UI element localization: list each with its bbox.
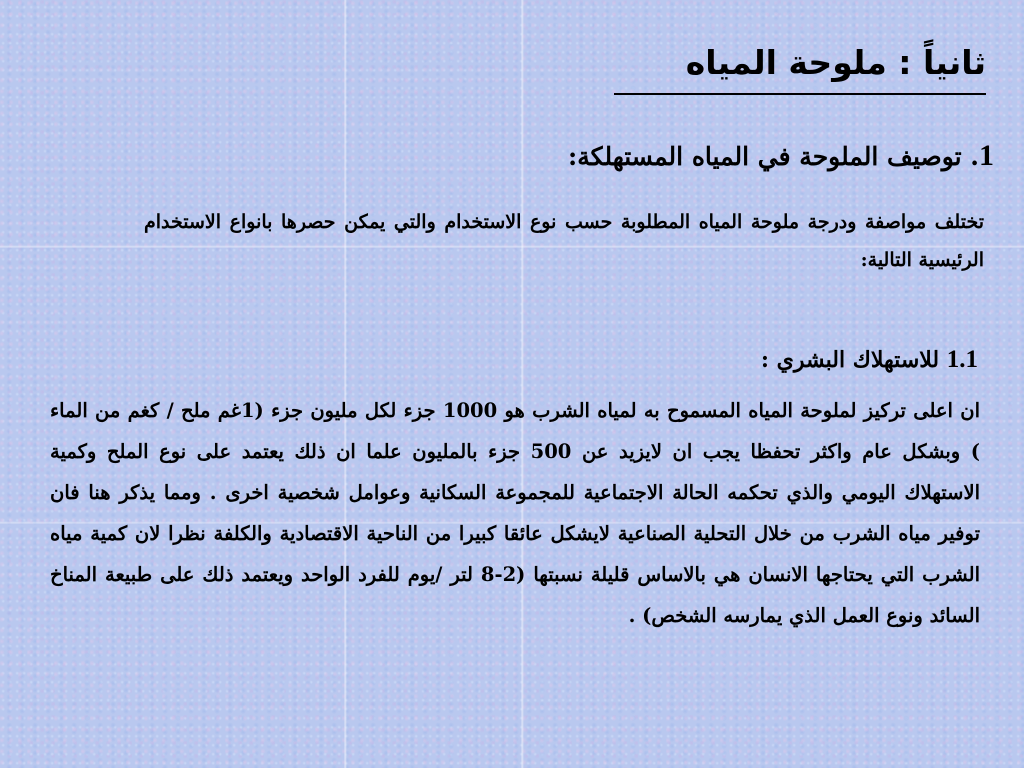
section-heading [568, 134, 994, 179]
subsection-number: 1.1 [946, 346, 978, 373]
intro-paragraph: تختلف مواصفة ودرجة ملوحة المياه المطلوبة حسب نوع الاستخدام والتي يمكن حصرها بانواع الاستخدام الرئيسية التالية: [144, 211, 984, 271]
section-number: 1 [979, 139, 994, 172]
body-paragraph [50, 390, 980, 636]
section-heading-text: . توصيف الملوحة في المياه المستهلكة: [568, 142, 979, 171]
slide-title: ثانياً : ملوحة المياه [685, 43, 986, 82]
title-underline [614, 93, 986, 95]
subsection-heading-text: للاستهلاك البشري : [760, 347, 947, 373]
subsection-heading [761, 340, 978, 380]
body-text: ان اعلى تركيز لملوحة المياه المسموح به لمياه الشرب هو 1000 جزء لكل مليون جزء (1غم ملح / كغم من الماء ) وبشكل عام واكثر تحفظا يجب ان لايزيد عن 500 جزء بالمليون علما ان ذلك يعتمد على نوع الملح وكمية الاستهلاك اليومي والذي تحكمه الحالة الاجتماعية للمجموعة السكانية وعوامل شخصية اخرى . ومما يذكر هنا فان توفير مياه الشرب من خلال التحلية الصناعية لايشكل عائقا كبيرا من الناحية الاقتصادية والكلفة نظرا لان كمية مياه الشرب التي يحتاجها الانسان هي بالاساس قليلة نسبتها (2-8 لتر /يوم للفرد الواحد ويعتمد ذلك على طبيعة المناخ السائد ونوع العمل الذي يمارسه الشخص) . [50, 399, 981, 627]
